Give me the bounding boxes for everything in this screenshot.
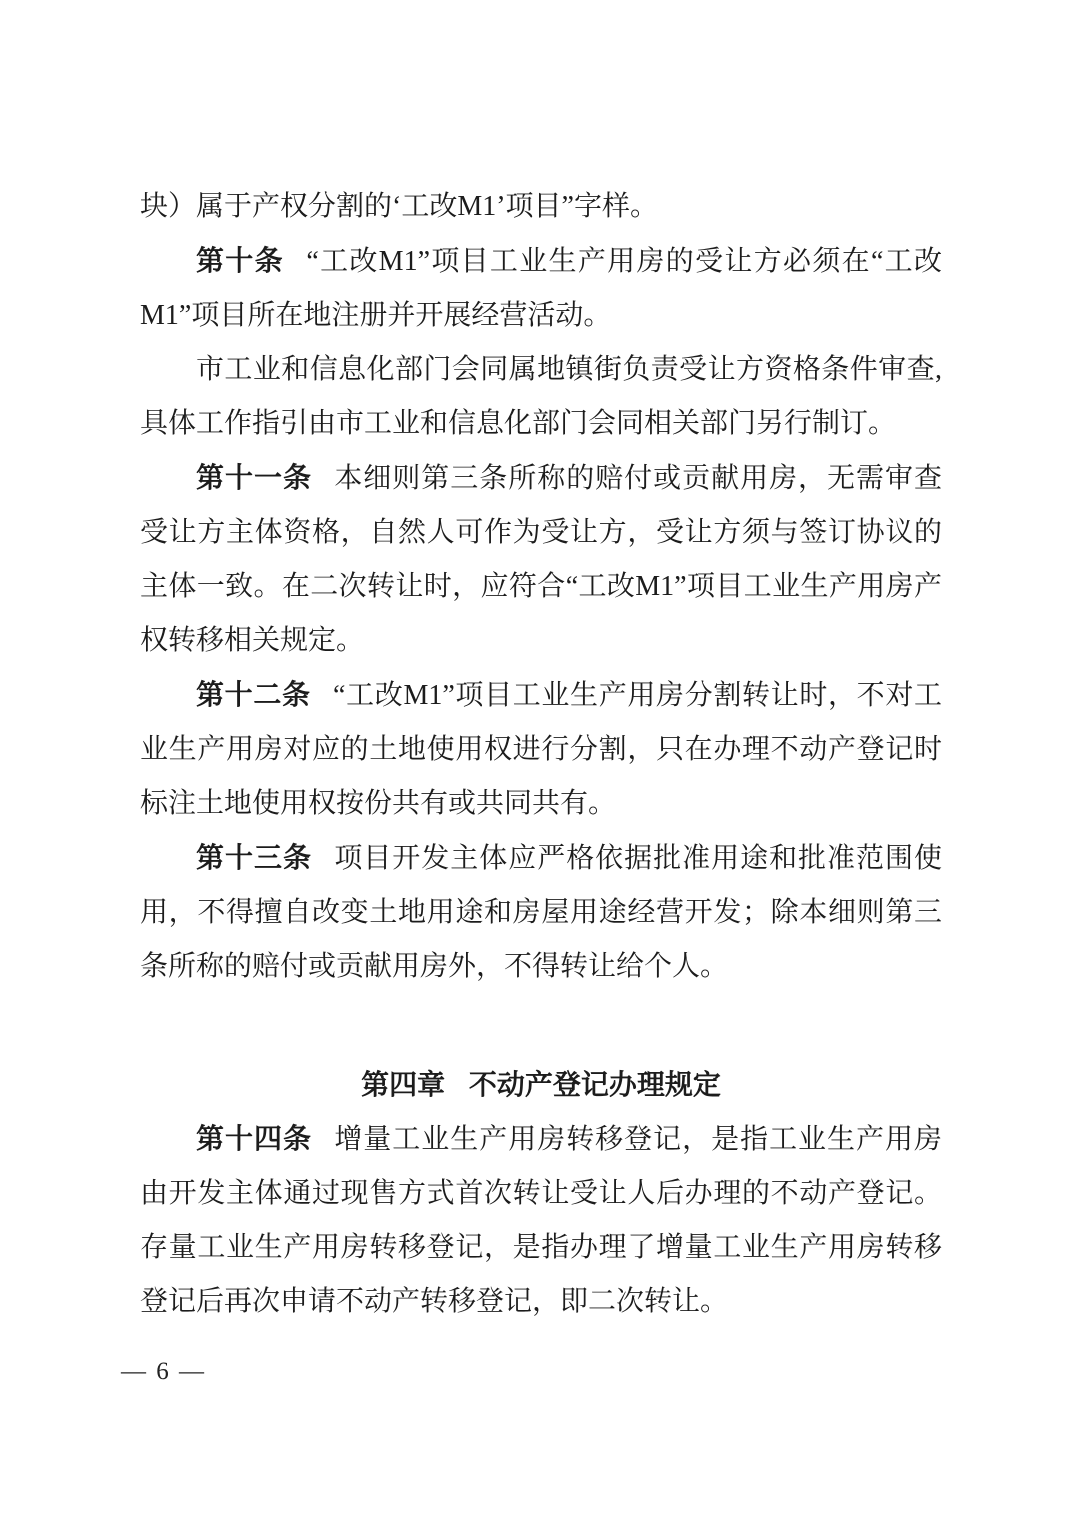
chapter-4-label: 第四章	[361, 1069, 446, 1100]
chapter-4-title: 不动产登记办理规定	[468, 1069, 721, 1100]
page-number: — 6 —	[121, 1358, 206, 1385]
article-14-paragraph	[140, 1112, 942, 1329]
article-14-body: 增量工业生产用房转移登记，是指工业生产用房由开发主体通过现售方式首次转让受让人后办理的不动产登记。存量工业生产用房转移登记，是指办理了增量工业生产用房转移登记后再次申请不动产转移登记，即二次转让。	[140, 1124, 942, 1317]
document-text-block	[140, 180, 942, 1329]
paragraph-continuation	[140, 180, 942, 234]
article-13-label: 第十三条	[196, 842, 312, 873]
article-12-label: 第十二条	[196, 679, 311, 710]
article-13-body: 项目开发主体应严格依据批准用途和批准范围使用，不得擅自改变土地用途和房屋用途经营开发；除本细则第三条所称的赔付或贡献用房外，不得转让给个人。	[140, 843, 942, 982]
paragraph-review	[140, 343, 942, 451]
paragraph-continuation-text: 块）属于产权分割的‘工改M1’项目”字样。	[140, 191, 658, 222]
chapter-4-heading	[140, 1058, 942, 1112]
article-13-paragraph	[140, 831, 942, 994]
article-12-paragraph	[140, 668, 942, 831]
article-11-body: 本细则第三条所称的赔付或贡献用房，无需审查受让方主体资格，自然人可作为受让方，受让方须与签订协议的主体一致。在二次转让时，应符合“工改M1”项目工业生产用房产权转移相关规定。	[140, 463, 942, 656]
article-10-label: 第十条	[196, 245, 284, 276]
article-11-paragraph	[140, 451, 942, 668]
article-14-label: 第十四条	[196, 1123, 312, 1154]
article-10-body: “工改M1”项目工业生产用房的受让方必须在“工改M1”项目所在地注册并开展经营活动。	[140, 246, 942, 331]
paragraph-review-text: 市工业和信息化部门会同属地镇街负责受让方资格条件审查,具体工作指引由市工业和信息化部门会同相关部门另行制订。	[140, 354, 942, 439]
article-10-paragraph	[140, 234, 942, 343]
article-12-body: “工改M1”项目工业生产用房分割转让时，不对工业生产用房对应的土地使用权进行分割，只在办理不动产登记时标注土地使用权按份共有或共同共有。	[140, 680, 942, 819]
article-11-label: 第十一条	[196, 462, 312, 493]
